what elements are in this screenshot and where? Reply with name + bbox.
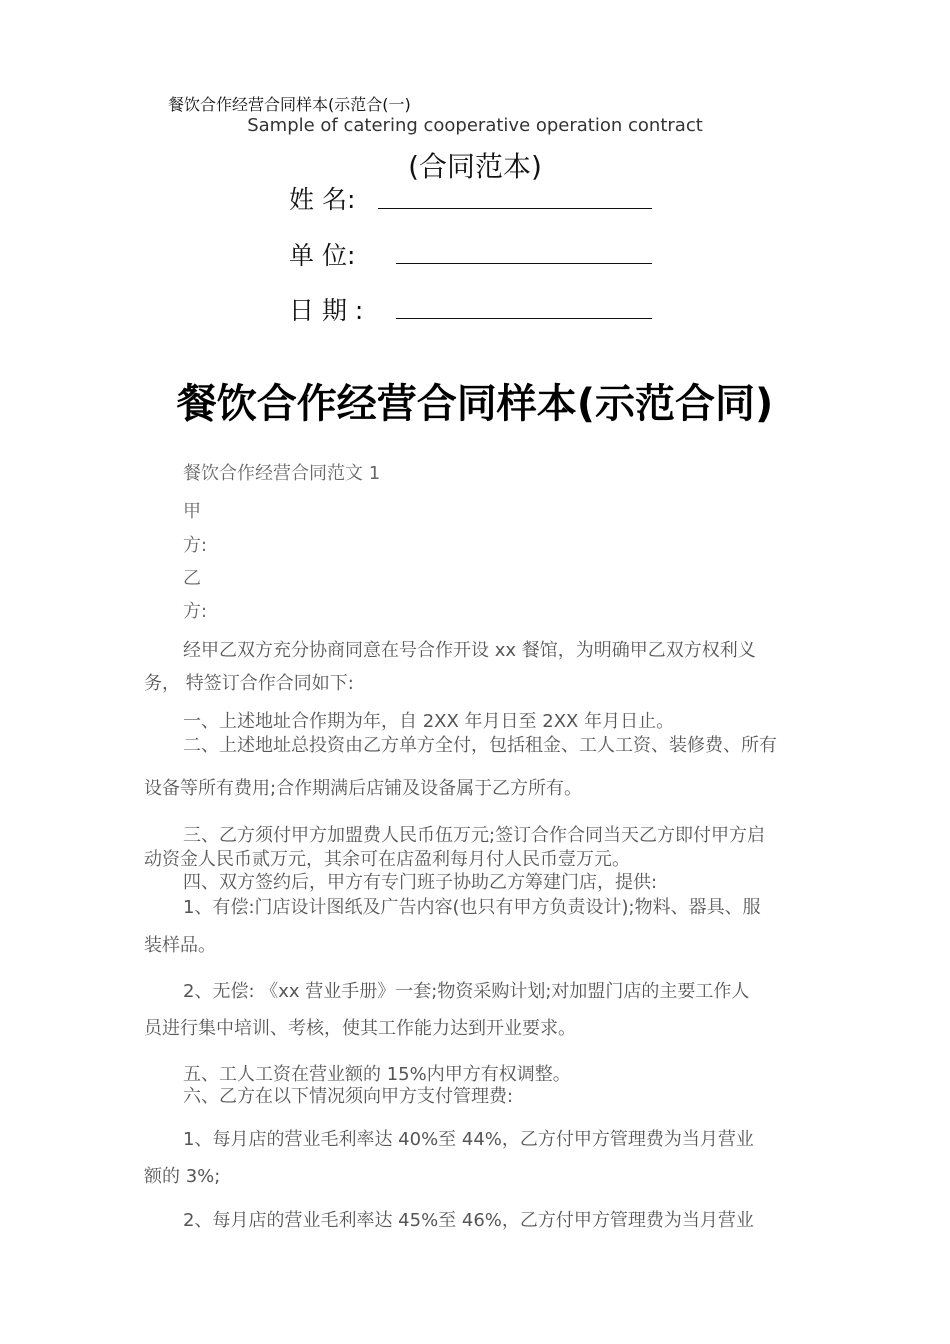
- clause-4: 四、双方签约后，甲方有专门班子协助乙方筹建门店，提供:: [183, 872, 658, 893]
- subtitle-chinese: (合同范本): [408, 150, 542, 183]
- party-b-label-1: 乙: [183, 568, 201, 589]
- date-field-label: 日 期 :: [289, 296, 364, 325]
- clause-2-line-1: 二、上述地址总投资由乙方单方全付，包括租金、工人工资、装修费、所有: [183, 735, 777, 756]
- clause-4-1-line-1: 1、有偿:门店设计图纸及广告内容(也只有甲方负责设计);物料、器具、服: [183, 897, 761, 918]
- section-heading: 餐饮合作经营合同范文 1: [183, 463, 381, 484]
- header-small-title: 餐饮合作经营合同样本(示范合(一): [168, 95, 411, 114]
- clause-6: 六、乙方在以下情况须向甲方支付管理费:: [183, 1086, 514, 1107]
- intro-paragraph-line-2: 务， 特签订合作合同如下:: [144, 673, 354, 694]
- party-a-label-1: 甲: [183, 501, 201, 522]
- clause-6-1-line-1: 1、每月店的营业毛利率达 40%至 44%，乙方付甲方管理费为当月营业: [183, 1129, 754, 1150]
- clause-5: 五、工人工资在营业额的 15%内甲方有权调整。: [183, 1064, 571, 1085]
- clause-3-line-2: 动资金人民币贰万元，其余可在店盈利每月付人民币壹万元。: [144, 849, 630, 870]
- clause-2-line-2: 设备等所有费用;合作期满后店铺及设备属于乙方所有。: [144, 778, 583, 799]
- name-field-line[interactable]: [378, 208, 652, 209]
- clause-4-1-line-2: 装样品。: [144, 935, 216, 956]
- main-title: 餐饮合作经营合同样本(示范合同): [176, 381, 774, 427]
- subtitle-english: Sample of catering cooperative operation contract: [247, 115, 703, 136]
- clause-6-2-line-1: 2、每月店的营业毛利率达 45%至 46%，乙方付甲方管理费为当月营业: [183, 1210, 754, 1231]
- clause-4-2-line-2: 员进行集中培训、考核，使其工作能力达到开业要求。: [144, 1018, 576, 1039]
- clause-6-1-line-2: 额的 3%;: [144, 1166, 221, 1187]
- clause-3-line-1: 三、乙方须付甲方加盟费人民币伍万元;签订合作合同当天乙方即付甲方启: [183, 825, 766, 846]
- clause-4-2-line-1: 2、无偿: 《xx 营业手册》一套;物资采购计划;对加盟门店的主要工作人: [183, 981, 750, 1002]
- name-field-label: 姓 名:: [289, 185, 356, 214]
- unit-field-line[interactable]: [396, 263, 652, 264]
- date-field-line[interactable]: [396, 318, 652, 319]
- unit-field-label: 单 位:: [289, 241, 356, 270]
- clause-1: 一、上述地址合作期为年，自 2XX 年月日至 2XX 年月日止。: [183, 711, 675, 732]
- party-b-label-2: 方:: [183, 601, 208, 622]
- party-a-label-2: 方:: [183, 535, 208, 556]
- intro-paragraph-line-1: 经甲乙双方充分协商同意在号合作开设 xx 餐馆，为明确甲乙双方权利义: [183, 640, 756, 661]
